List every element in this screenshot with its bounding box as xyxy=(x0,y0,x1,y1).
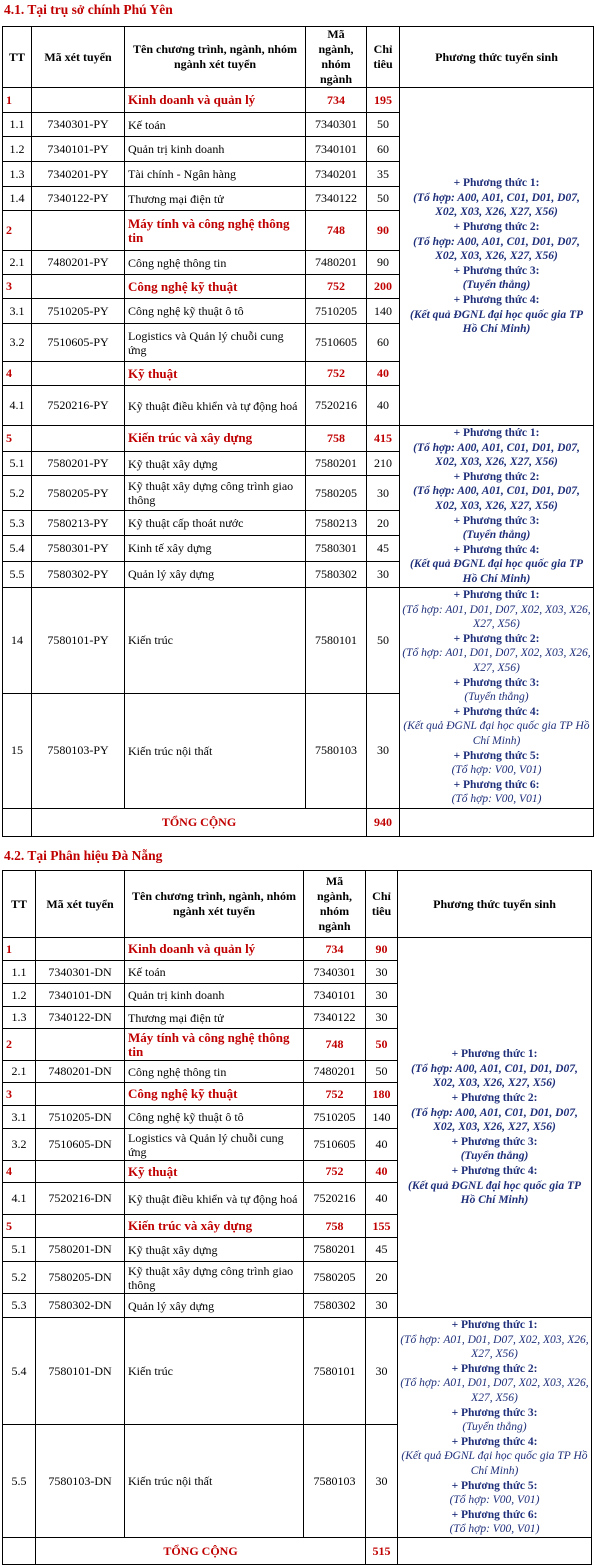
cell-tt: 1.1 xyxy=(3,961,36,984)
method-detail: (Tổ hợp: V00, V01) xyxy=(449,1523,540,1536)
cell-tt: 4.1 xyxy=(3,1183,36,1215)
cell-major-code: 7340122 xyxy=(306,187,367,211)
cell-tt: 5.4 xyxy=(3,1318,36,1425)
cell-major-code: 734 xyxy=(304,938,366,961)
cell-program-name: Kiến trúc nội thất xyxy=(125,693,306,808)
cell-quota: 50 xyxy=(367,187,400,211)
cell-tt: 2 xyxy=(3,1029,36,1061)
cell-admission-code: 7580101-DN xyxy=(36,1318,125,1425)
cell-program-name: Kỹ thuật xây dựng công trình giao thông xyxy=(125,476,306,511)
header-tt: TT xyxy=(3,27,32,88)
method-title: + Phương thức 5: xyxy=(451,1479,538,1492)
cell-admission-code: 7580201-DN xyxy=(36,1238,125,1262)
method-title: + Phương thức 3: xyxy=(451,1406,538,1419)
cell-admission-code: 7520216-PY xyxy=(32,386,125,426)
cell-admission-code: 7340101-DN xyxy=(36,984,125,1007)
cell-major-code: 7510605 xyxy=(306,324,367,362)
section-2-title: 4.2. Tại Phân hiệu Đà Nẵng xyxy=(4,848,163,863)
cell-admission-code: 7580103-PY xyxy=(32,693,125,808)
cell-major-code: 7480201 xyxy=(304,1061,366,1083)
cell-tt: 1.3 xyxy=(3,162,32,187)
total-empty-cell xyxy=(3,808,32,836)
method-title: + Phương thức 1: xyxy=(453,589,540,602)
cell-quota: 35 xyxy=(367,162,400,187)
cell-major-code: 7580101 xyxy=(304,1318,366,1425)
cell-major-code: 7340301 xyxy=(304,961,366,984)
cell-quota: 50 xyxy=(366,1029,398,1061)
admission-table-da-nang xyxy=(2,870,592,1565)
cell-major-code: 752 xyxy=(304,1083,366,1106)
cell-major-code: 7580201 xyxy=(304,1238,366,1262)
header-row xyxy=(3,27,594,88)
cell-program-name: Kỹ thuật xây dựng công trình giao thông xyxy=(125,1262,304,1294)
cell-admission-code xyxy=(32,211,125,251)
cell-major-code: 758 xyxy=(304,1215,366,1238)
method-title: + Phương thức 6: xyxy=(453,778,540,791)
cell-admission-code xyxy=(36,1029,125,1061)
header-row xyxy=(3,871,592,938)
cell-tt: 1 xyxy=(3,938,36,961)
cell-major-code: 7510205 xyxy=(306,299,367,324)
cell-admission-code: 7580301-PY xyxy=(32,536,125,562)
cell-major-code: 734 xyxy=(306,88,367,113)
cell-admission-code: 7510205-PY xyxy=(32,299,125,324)
cell-major-code: 752 xyxy=(304,1161,366,1183)
cell-quota: 50 xyxy=(367,587,400,693)
cell-quota: 200 xyxy=(367,275,400,299)
method-title: + Phương thức 4: xyxy=(451,1164,538,1177)
total-label: TỔNG CỘNG xyxy=(36,1538,366,1565)
admission-methods-cell xyxy=(398,1318,592,1538)
cell-major-code: 7580205 xyxy=(306,476,367,511)
method-title: + Phương thức 2: xyxy=(451,1092,538,1105)
cell-program-name: Công nghệ kỹ thuật xyxy=(125,1083,304,1106)
cell-quota: 45 xyxy=(366,1238,398,1262)
method-title: + Phương thức 3: xyxy=(453,676,540,689)
cell-tt: 5.3 xyxy=(3,511,32,536)
cell-admission-code: 7510605-PY xyxy=(32,324,125,362)
cell-tt: 5.5 xyxy=(3,561,32,587)
cell-quota: 415 xyxy=(367,426,400,452)
cell-admission-code xyxy=(32,88,125,113)
cell-program-name: Kinh tế xây dựng xyxy=(125,536,306,562)
cell-tt: 3 xyxy=(3,275,32,299)
cell-quota: 30 xyxy=(366,961,398,984)
cell-major-code: 752 xyxy=(306,362,367,386)
cell-tt: 3 xyxy=(3,1083,36,1106)
cell-admission-code: 7480201-DN xyxy=(36,1061,125,1083)
cell-program-name: Kỹ thuật xây dựng xyxy=(125,451,306,476)
cell-admission-code: 7480201-PY xyxy=(32,251,125,275)
method-detail: (Tổ hợp: A00, A01, C01, D01, D07, X02, X03, X26, X27, X56) xyxy=(413,191,580,219)
method-title: + Phương thức 2: xyxy=(453,470,540,483)
cell-tt: 4 xyxy=(3,362,32,386)
cell-quota: 60 xyxy=(367,324,400,362)
method-detail: (Tuyển thẳng) xyxy=(462,279,531,292)
cell-admission-code: 7580302-DN xyxy=(36,1294,125,1318)
cell-admission-code: 7340101-PY xyxy=(32,137,125,162)
method-detail: (Tổ hợp: V00, V01) xyxy=(451,764,542,777)
group-row xyxy=(3,938,592,961)
cell-tt: 5.1 xyxy=(3,451,32,476)
cell-major-code: 7340101 xyxy=(304,984,366,1007)
method-detail: (Tuyển thẳng) xyxy=(460,1150,529,1163)
cell-tt: 1.1 xyxy=(3,113,32,137)
cell-quota: 30 xyxy=(366,1318,398,1425)
method-title: + Phương thức 4: xyxy=(451,1435,538,1448)
cell-quota: 60 xyxy=(367,137,400,162)
total-row xyxy=(3,1538,592,1565)
cell-program-name: Công nghệ kỹ thuật xyxy=(125,275,306,299)
cell-admission-code: 7340122-DN xyxy=(36,1007,125,1029)
cell-program-name: Thương mại điện tử xyxy=(125,187,306,211)
cell-major-code: 7580101 xyxy=(306,587,367,693)
cell-program-name: Kinh doanh và quản lý xyxy=(125,88,306,113)
cell-tt: 14 xyxy=(3,587,32,693)
method-detail: (Tổ hợp: A00, A01, C01, D01, D07, X02, X03, X26, X27, X56) xyxy=(411,1062,578,1090)
cell-tt: 4 xyxy=(3,1161,36,1183)
header-quota: Chỉ tiêu xyxy=(367,27,400,88)
header-program-name: Tên chương trình, ngành, nhóm ngành xét tuyển xyxy=(125,27,306,88)
cell-major-code: 7520216 xyxy=(306,386,367,426)
cell-quota: 90 xyxy=(367,251,400,275)
cell-admission-code: 7580302-PY xyxy=(32,561,125,587)
cell-quota: 30 xyxy=(367,476,400,511)
method-title: + Phương thức 2: xyxy=(451,1362,538,1375)
total-value: 515 xyxy=(366,1538,398,1565)
cell-quota: 20 xyxy=(366,1262,398,1294)
cell-quota: 155 xyxy=(366,1215,398,1238)
cell-quota: 140 xyxy=(366,1106,398,1129)
cell-tt: 3.1 xyxy=(3,1106,36,1129)
cell-quota: 50 xyxy=(367,113,400,137)
cell-program-name: Quản lý xây dựng xyxy=(125,561,306,587)
method-title: + Phương thức 2: xyxy=(453,632,540,645)
cell-quota: 40 xyxy=(366,1129,398,1161)
cell-admission-code: 7580205-PY xyxy=(32,476,125,511)
cell-program-name: Máy tính và công nghệ thông tin xyxy=(125,1029,304,1061)
cell-program-name: Tài chính - Ngân hàng xyxy=(125,162,306,187)
header-admission-method: Phương thức tuyển sinh xyxy=(398,871,592,938)
admission-methods-cell xyxy=(400,426,594,588)
cell-program-name: Kỹ thuật xây dựng xyxy=(125,1238,304,1262)
method-detail: (Kết quả ĐGNL đại học quốc gia TP Hồ Chí Minh) xyxy=(401,1450,588,1477)
cell-program-name: Công nghệ thông tin xyxy=(125,251,306,275)
method-detail: (Kết quả ĐGNL đại học quốc gia TP Hồ Chí Minh) xyxy=(409,558,584,585)
total-empty-cell xyxy=(398,1538,592,1565)
cell-program-name: Kiến trúc xyxy=(125,587,306,693)
cell-admission-code: 7580205-DN xyxy=(36,1262,125,1294)
method-detail: (Tuyển thẳng) xyxy=(464,691,529,704)
table-row xyxy=(3,1318,592,1425)
method-title: + Phương thức 4: xyxy=(453,705,540,718)
cell-program-name: Công nghệ kỹ thuật ô tô xyxy=(125,299,306,324)
cell-major-code: 7580213 xyxy=(306,511,367,536)
method-title: + Phương thức 4: xyxy=(453,543,540,556)
cell-program-name: Kiến trúc xyxy=(125,1318,304,1425)
cell-program-name: Kinh doanh và quản lý xyxy=(125,938,304,961)
cell-program-name: Kế toán xyxy=(125,961,304,984)
cell-tt: 5.2 xyxy=(3,476,32,511)
cell-program-name: Kỹ thuật xyxy=(125,362,306,386)
cell-major-code: 7520216 xyxy=(304,1183,366,1215)
method-detail: (Tổ hợp: A01, D01, D07, X02, X03, X26, X27, X56) xyxy=(402,603,591,631)
table-row xyxy=(3,587,594,693)
admission-methods-cell xyxy=(400,587,594,808)
method-title: + Phương thức 1: xyxy=(453,177,540,190)
cell-quota: 30 xyxy=(366,1007,398,1029)
cell-major-code: 7580302 xyxy=(304,1294,366,1318)
cell-tt: 15 xyxy=(3,693,32,808)
cell-admission-code: 7580103-DN xyxy=(36,1425,125,1538)
method-detail: (Tổ hợp: V00, V01) xyxy=(449,1494,540,1507)
method-detail: (Tuyển thẳng) xyxy=(462,529,531,542)
cell-quota: 40 xyxy=(367,386,400,426)
method-title: + Phương thức 6: xyxy=(451,1508,538,1521)
cell-quota: 30 xyxy=(366,984,398,1007)
method-title: + Phương thức 1: xyxy=(451,1048,538,1061)
cell-admission-code: 7340122-PY xyxy=(32,187,125,211)
cell-admission-code xyxy=(36,1215,125,1238)
cell-tt: 3.1 xyxy=(3,299,32,324)
group-row xyxy=(3,426,594,452)
cell-admission-code: 7520216-DN xyxy=(36,1183,125,1215)
cell-program-name: Kỹ thuật cấp thoát nước xyxy=(125,511,306,536)
method-detail: (Tổ hợp: A00, A01, C01, D01, D07, X02, X03, X26, X27, X56) xyxy=(413,441,580,469)
cell-major-code: 7580201 xyxy=(306,451,367,476)
method-detail: (Tổ hợp: A01, D01, D07, X02, X03, X26, X27, X56) xyxy=(400,1377,589,1405)
cell-major-code: 7480201 xyxy=(306,251,367,275)
cell-admission-code: 7340301-PY xyxy=(32,113,125,137)
section-1-title: 4.1. Tại trụ sở chính Phú Yên xyxy=(4,2,173,17)
cell-quota: 90 xyxy=(367,211,400,251)
group-row xyxy=(3,88,594,113)
cell-major-code: 7580301 xyxy=(306,536,367,562)
cell-program-name: Kỹ thuật điều khiển và tự động hoá xyxy=(125,1183,304,1215)
method-detail: (Tổ hợp: A01, D01, D07, X02, X03, X26, X27, X56) xyxy=(400,1333,589,1361)
total-label: TỔNG CỘNG xyxy=(32,808,367,836)
cell-admission-code xyxy=(36,938,125,961)
cell-program-name: Kiến trúc và xây dựng xyxy=(125,1215,304,1238)
method-detail: (Tuyển thẳng) xyxy=(462,1421,527,1434)
cell-major-code: 7510205 xyxy=(304,1106,366,1129)
cell-tt: 3.2 xyxy=(3,1129,36,1161)
cell-quota: 30 xyxy=(366,1294,398,1318)
cell-tt: 2 xyxy=(3,211,32,251)
cell-tt: 5 xyxy=(3,426,32,452)
cell-program-name: Quản trị kinh doanh xyxy=(125,137,306,162)
cell-major-code: 748 xyxy=(304,1029,366,1061)
cell-quota: 50 xyxy=(366,1061,398,1083)
cell-admission-code: 7340301-DN xyxy=(36,961,125,984)
cell-major-code: 748 xyxy=(306,211,367,251)
cell-major-code: 7510605 xyxy=(304,1129,366,1161)
method-detail: (Tổ hợp: V00, V01) xyxy=(451,793,542,806)
cell-tt: 5.1 xyxy=(3,1238,36,1262)
total-empty-cell xyxy=(3,1538,36,1565)
cell-major-code: 7580103 xyxy=(304,1425,366,1538)
cell-admission-code xyxy=(32,362,125,386)
cell-admission-code: 7510605-DN xyxy=(36,1129,125,1161)
cell-program-name: Quản trị kinh doanh xyxy=(125,984,304,1007)
cell-tt: 5.3 xyxy=(3,1294,36,1318)
method-title: + Phương thức 2: xyxy=(453,221,540,234)
cell-major-code: 7580205 xyxy=(304,1262,366,1294)
cell-quota: 40 xyxy=(366,1183,398,1215)
cell-quota: 45 xyxy=(367,536,400,562)
cell-tt: 2.1 xyxy=(3,251,32,275)
method-detail: (Tổ hợp: A00, A01, C01, D01, D07, X02, X03, X26, X27, X56) xyxy=(411,1106,578,1134)
cell-admission-code: 7510205-DN xyxy=(36,1106,125,1129)
cell-quota: 30 xyxy=(366,1425,398,1538)
cell-program-name: Logistics và Quản lý chuỗi cung ứng xyxy=(125,324,306,362)
cell-admission-code: 7340201-PY xyxy=(32,162,125,187)
total-empty-cell xyxy=(400,808,594,836)
cell-tt: 5.2 xyxy=(3,1262,36,1294)
header-major-code: Mã ngành, nhóm ngành xyxy=(306,27,367,88)
cell-tt: 2.1 xyxy=(3,1061,36,1083)
method-title: + Phương thức 3: xyxy=(453,514,540,527)
method-detail: (Tổ hợp: A01, D01, D07, X02, X03, X26, X27, X56) xyxy=(402,647,591,675)
cell-admission-code xyxy=(36,1083,125,1106)
cell-major-code: 752 xyxy=(306,275,367,299)
cell-program-name: Thương mại điện tử xyxy=(125,1007,304,1029)
header-quota: Chỉ tiêu xyxy=(366,871,398,938)
cell-tt: 5.5 xyxy=(3,1425,36,1538)
header-program-name: Tên chương trình, ngành, nhóm ngành xét tuyển xyxy=(125,871,304,938)
method-title: + Phương thức 3: xyxy=(453,264,540,277)
cell-major-code: 7340122 xyxy=(304,1007,366,1029)
cell-admission-code xyxy=(32,426,125,452)
cell-quota: 40 xyxy=(366,1161,398,1183)
cell-admission-code xyxy=(32,275,125,299)
admission-table-phu-yen xyxy=(2,26,594,837)
admission-methods-cell xyxy=(400,88,594,426)
admission-methods-cell xyxy=(398,938,592,1318)
cell-admission-code: 7580213-PY xyxy=(32,511,125,536)
method-detail: (Kết quả ĐGNL đại học quốc gia TP Hồ Chí Minh) xyxy=(409,308,584,336)
header-admission-code: Mã xét tuyển xyxy=(36,871,125,938)
cell-quota: 90 xyxy=(366,938,398,961)
cell-program-name: Công nghệ kỹ thuật ô tô xyxy=(125,1106,304,1129)
method-detail: (Tổ hợp: A00, A01, C01, D01, D07, X02, X03, X26, X27, X56) xyxy=(413,235,580,263)
cell-program-name: Kế toán xyxy=(125,113,306,137)
cell-program-name: Kỹ thuật xyxy=(125,1161,304,1183)
method-detail: (Kết quả ĐGNL đại học quốc gia TP Hồ Chí Minh) xyxy=(407,1179,582,1207)
cell-major-code: 7580302 xyxy=(306,561,367,587)
total-row xyxy=(3,808,594,836)
cell-program-name: Máy tính và công nghệ thông tin xyxy=(125,211,306,251)
total-value: 940 xyxy=(367,808,400,836)
method-detail: (Tổ hợp: A00, A01, C01, D01, D07, X02, X03, X26, X27, X56) xyxy=(413,485,580,512)
cell-program-name: Kiến trúc và xây dựng xyxy=(125,426,306,452)
cell-quota: 30 xyxy=(367,693,400,808)
cell-quota: 20 xyxy=(367,511,400,536)
cell-quota: 195 xyxy=(367,88,400,113)
cell-quota: 30 xyxy=(367,561,400,587)
cell-admission-code xyxy=(36,1161,125,1183)
cell-program-name: Logistics và Quản lý chuỗi cung ứng xyxy=(125,1129,304,1161)
cell-major-code: 7340101 xyxy=(306,137,367,162)
cell-major-code: 7340201 xyxy=(306,162,367,187)
header-major-code: Mã ngành, nhóm ngành xyxy=(304,871,366,938)
cell-tt: 1.2 xyxy=(3,984,36,1007)
method-title: + Phương thức 3: xyxy=(451,1135,538,1148)
cell-tt: 3.2 xyxy=(3,324,32,362)
cell-program-name: Kiến trúc nội thất xyxy=(125,1425,304,1538)
cell-tt: 5 xyxy=(3,1215,36,1238)
cell-tt: 5.4 xyxy=(3,536,32,562)
header-tt: TT xyxy=(3,871,36,938)
cell-program-name: Quản lý xây dựng xyxy=(125,1294,304,1318)
cell-tt: 1.2 xyxy=(3,137,32,162)
method-detail: (Kết quả ĐGNL đại học quốc gia TP Hồ Chí Minh) xyxy=(403,720,590,748)
method-title: + Phương thức 1: xyxy=(451,1319,538,1332)
cell-quota: 210 xyxy=(367,451,400,476)
method-title: + Phương thức 1: xyxy=(453,427,540,439)
header-admission-code: Mã xét tuyển xyxy=(32,27,125,88)
cell-major-code: 7340301 xyxy=(306,113,367,137)
cell-tt: 1.4 xyxy=(3,187,32,211)
header-admission-method: Phương thức tuyển sinh xyxy=(400,27,594,88)
cell-tt: 1.3 xyxy=(3,1007,36,1029)
cell-program-name: Công nghệ thông tin xyxy=(125,1061,304,1083)
cell-tt: 1 xyxy=(3,88,32,113)
cell-admission-code: 7580201-PY xyxy=(32,451,125,476)
cell-major-code: 758 xyxy=(306,426,367,452)
cell-quota: 140 xyxy=(367,299,400,324)
cell-admission-code: 7580101-PY xyxy=(32,587,125,693)
method-title: + Phương thức 4: xyxy=(453,293,540,306)
cell-major-code: 7580103 xyxy=(306,693,367,808)
cell-program-name: Kỹ thuật điều khiển và tự động hoá xyxy=(125,386,306,426)
cell-quota: 180 xyxy=(366,1083,398,1106)
cell-tt: 4.1 xyxy=(3,386,32,426)
method-title: + Phương thức 5: xyxy=(453,749,540,762)
cell-quota: 40 xyxy=(367,362,400,386)
